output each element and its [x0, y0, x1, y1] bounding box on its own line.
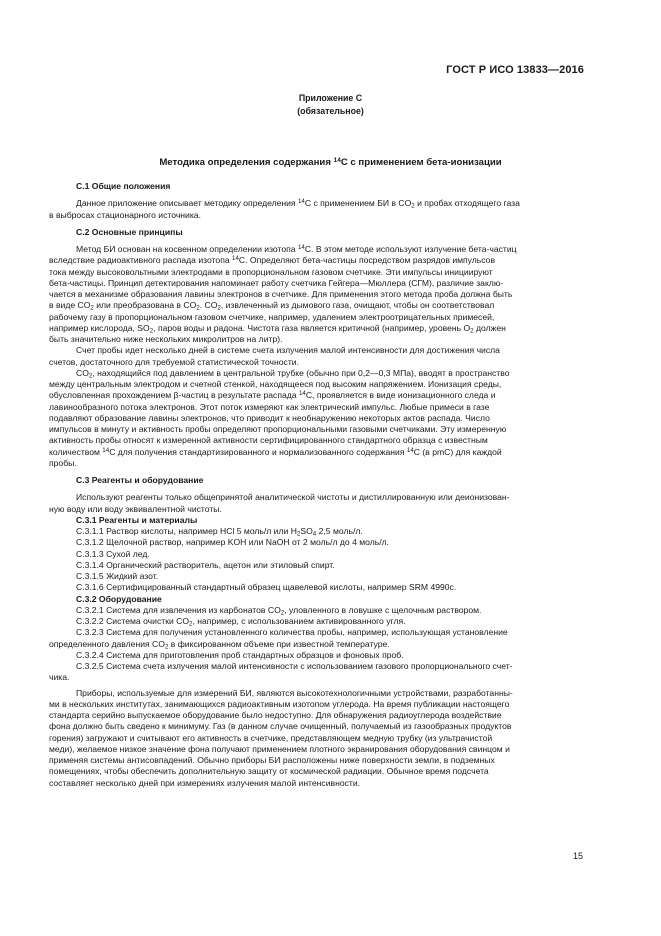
annex-status: (обязательное)	[297, 106, 364, 116]
list-item: С.3.1.2 Щелочной раствор, например KOH или NaOH от 2 моль/л до 4 моль/л.	[76, 537, 390, 548]
list-item: С.3.1.6 Сертифицированный стандартный образец щавелевой кислоты, например SRM 4990c.	[76, 582, 457, 593]
list-item: С.3.2.3 Система для получения установленного количества пробы, например, использующая установление определенного давления $CO_2$ в фиксированном объеме при известной температуре.	[49, 627, 508, 650]
section-heading-c2: С.2 Основные принципы	[76, 226, 183, 237]
list-item: С.3.2.4 Система для приготовления проб стандартных образцов и фоновых проб.	[76, 649, 404, 660]
list-item: С.3.1.3 Сухой лед.	[76, 548, 150, 559]
list-item: С.3.2.1 Система для извлечения из карбонатов $CO_2$, уловленного в ловушке с щелочным раствором.	[76, 604, 482, 617]
subsection-heading-c3-2: С.3.2 Оборудование	[76, 593, 162, 604]
paragraph-c2-1: Метод БИ основан на косвенном определении изотопа $^{14}$C. В этом методе используют излучение бета-частиц вследствие радиоактивного распада изотопа $^{14}$C. Определяют бета-частицы посредством разрядов импульсов тока между высоковольтными электродами в пропорциональном газовом счетчике. Эти импульсы инициируют бета-частицы. Принцип детектирования напоминает работу счетчика Гейгера—Мюллера (СГМ), различие заклю- чается в механизме образования лавины электронов в счетчике. Для применения этого метода проба должна быть в виде $CO_2$ или преобразована в $CO_2$. $CO_2$, извлеченный из дымового газа, очищают, чтобы он соответствовал рабочему газу в пропорциональном газовом счетчике, например, удалением электроотрицательных примесей, например кислорода, $SO_2$, паров воды и радона. Чистота газа является критичной (например, уровень $O_2$ должен быть значительно ниже нескольких микролитров на литр).	[49, 244, 517, 344]
paragraph-c2-3: $CO_2$, находящийся под давлением в центральной трубке (обычно при 0,2—0,3 МПа), вводят в пространство между центральным электродом и счетной стенкой, находящееся под высоким напряжением. Ионизация среды, обусловленная прохождением β-частиц в результате распада $^{14}$C, проявляется в виде ионизационного следа и лавинообразного потока электронов. Этот поток измеряют как электрический импульс. Любые примеси в газе подавляют образование лавины электронов, что приводит к необнаружению некоторых актов распада. Число импульсов в минуту и активность пробы определяют пропорциональными газовыми счетчиками. Эту измеренную активность пробы относят к измеренной активности сертифицированного стандартного образца с известным количеством $^{14}$C для получения стандартизированного и нормализованного содержания $^{14}$C (в pmC) для каждой пробы.	[49, 367, 510, 468]
annex-main-title: Методика определения содержания $^{14}$C с применением бета-ионизации	[159, 157, 502, 168]
list-item: С.3.1.1 Раствор кислоты, например HCl 5 моль/л или $H_2SO_4$ 2,5 моль/л.	[76, 526, 363, 538]
standard-number: ГОСТ Р ИСО 13833—2016	[446, 64, 584, 76]
list-item: С.3.2.2 Система очистки $CO_2$, например, с использованием активированного угля.	[76, 616, 406, 628]
section-heading-c3: С.3 Реагенты и оборудование	[76, 475, 204, 485]
paragraph-c1: Данное приложение описывает методику определения $^{14}$C с применением БИ в $CO_2$ и пробах отходящего газа в выбросах стационарного источника.	[49, 198, 520, 220]
page-number: 15	[572, 851, 583, 861]
subsection-heading-c3-1: С.3.1 Реагенты и материалы	[76, 514, 198, 525]
paragraph-c2-2: Счет пробы идет несколько дней в системе счета излучения малой интенсивности для достижения числа счетов, достаточного для требуемой статистической точности.	[49, 345, 500, 367]
section-heading-c1: С.1 Общие положения	[76, 181, 171, 191]
annex-content	[49, 181, 583, 789]
paragraph-c3-1: Используют реагенты только общепринятой аналитической чистоты и дистиллированную или деионизован- ную воду или воду эквивалентной чистоты.	[49, 492, 510, 514]
annex-title: Приложение C	[298, 93, 363, 103]
list-item: С.3.1.5 Жидкий азот.	[76, 571, 159, 581]
paragraph-c3-2: Приборы, используемые для измерений БИ, являются высокотехнологичными устройствами, разработанны- ми в нескольких институтах, занимающихся радиоактивным изотопом углерода. На время публикации настоящего стандарта серийно выпускаемое оборудование было недоступно. Для обнаружения радиоуглерода воздействие фона должно быть сведено к минимуму. Газ (в данном случае очищенный, получаемый из газообразных продуктов горения) загружают и считывают его активность в счетчике, представляющем медную трубку (из ультрачистой меди), желаемое низкое значение фона получают применением плотного экранирования оборудования свинцом и применяя системы антисовпадений. Обычно приборы БИ расположены ниже поверхности земли, в подземных помещениях, чтобы обеспечить дополнительную защиту от космической радиации. Обычное время подсчета составляет несколько дней при измерениях излучения малой интенсивности.	[49, 687, 513, 788]
list-item: С.3.2.5 Система счета излучения малой интенсивности с использованием газового пропорционального счет- чика.	[49, 661, 513, 683]
list-item: С.3.1.4 Органический растворитель, ацетон или этиловый спирт.	[76, 559, 335, 570]
